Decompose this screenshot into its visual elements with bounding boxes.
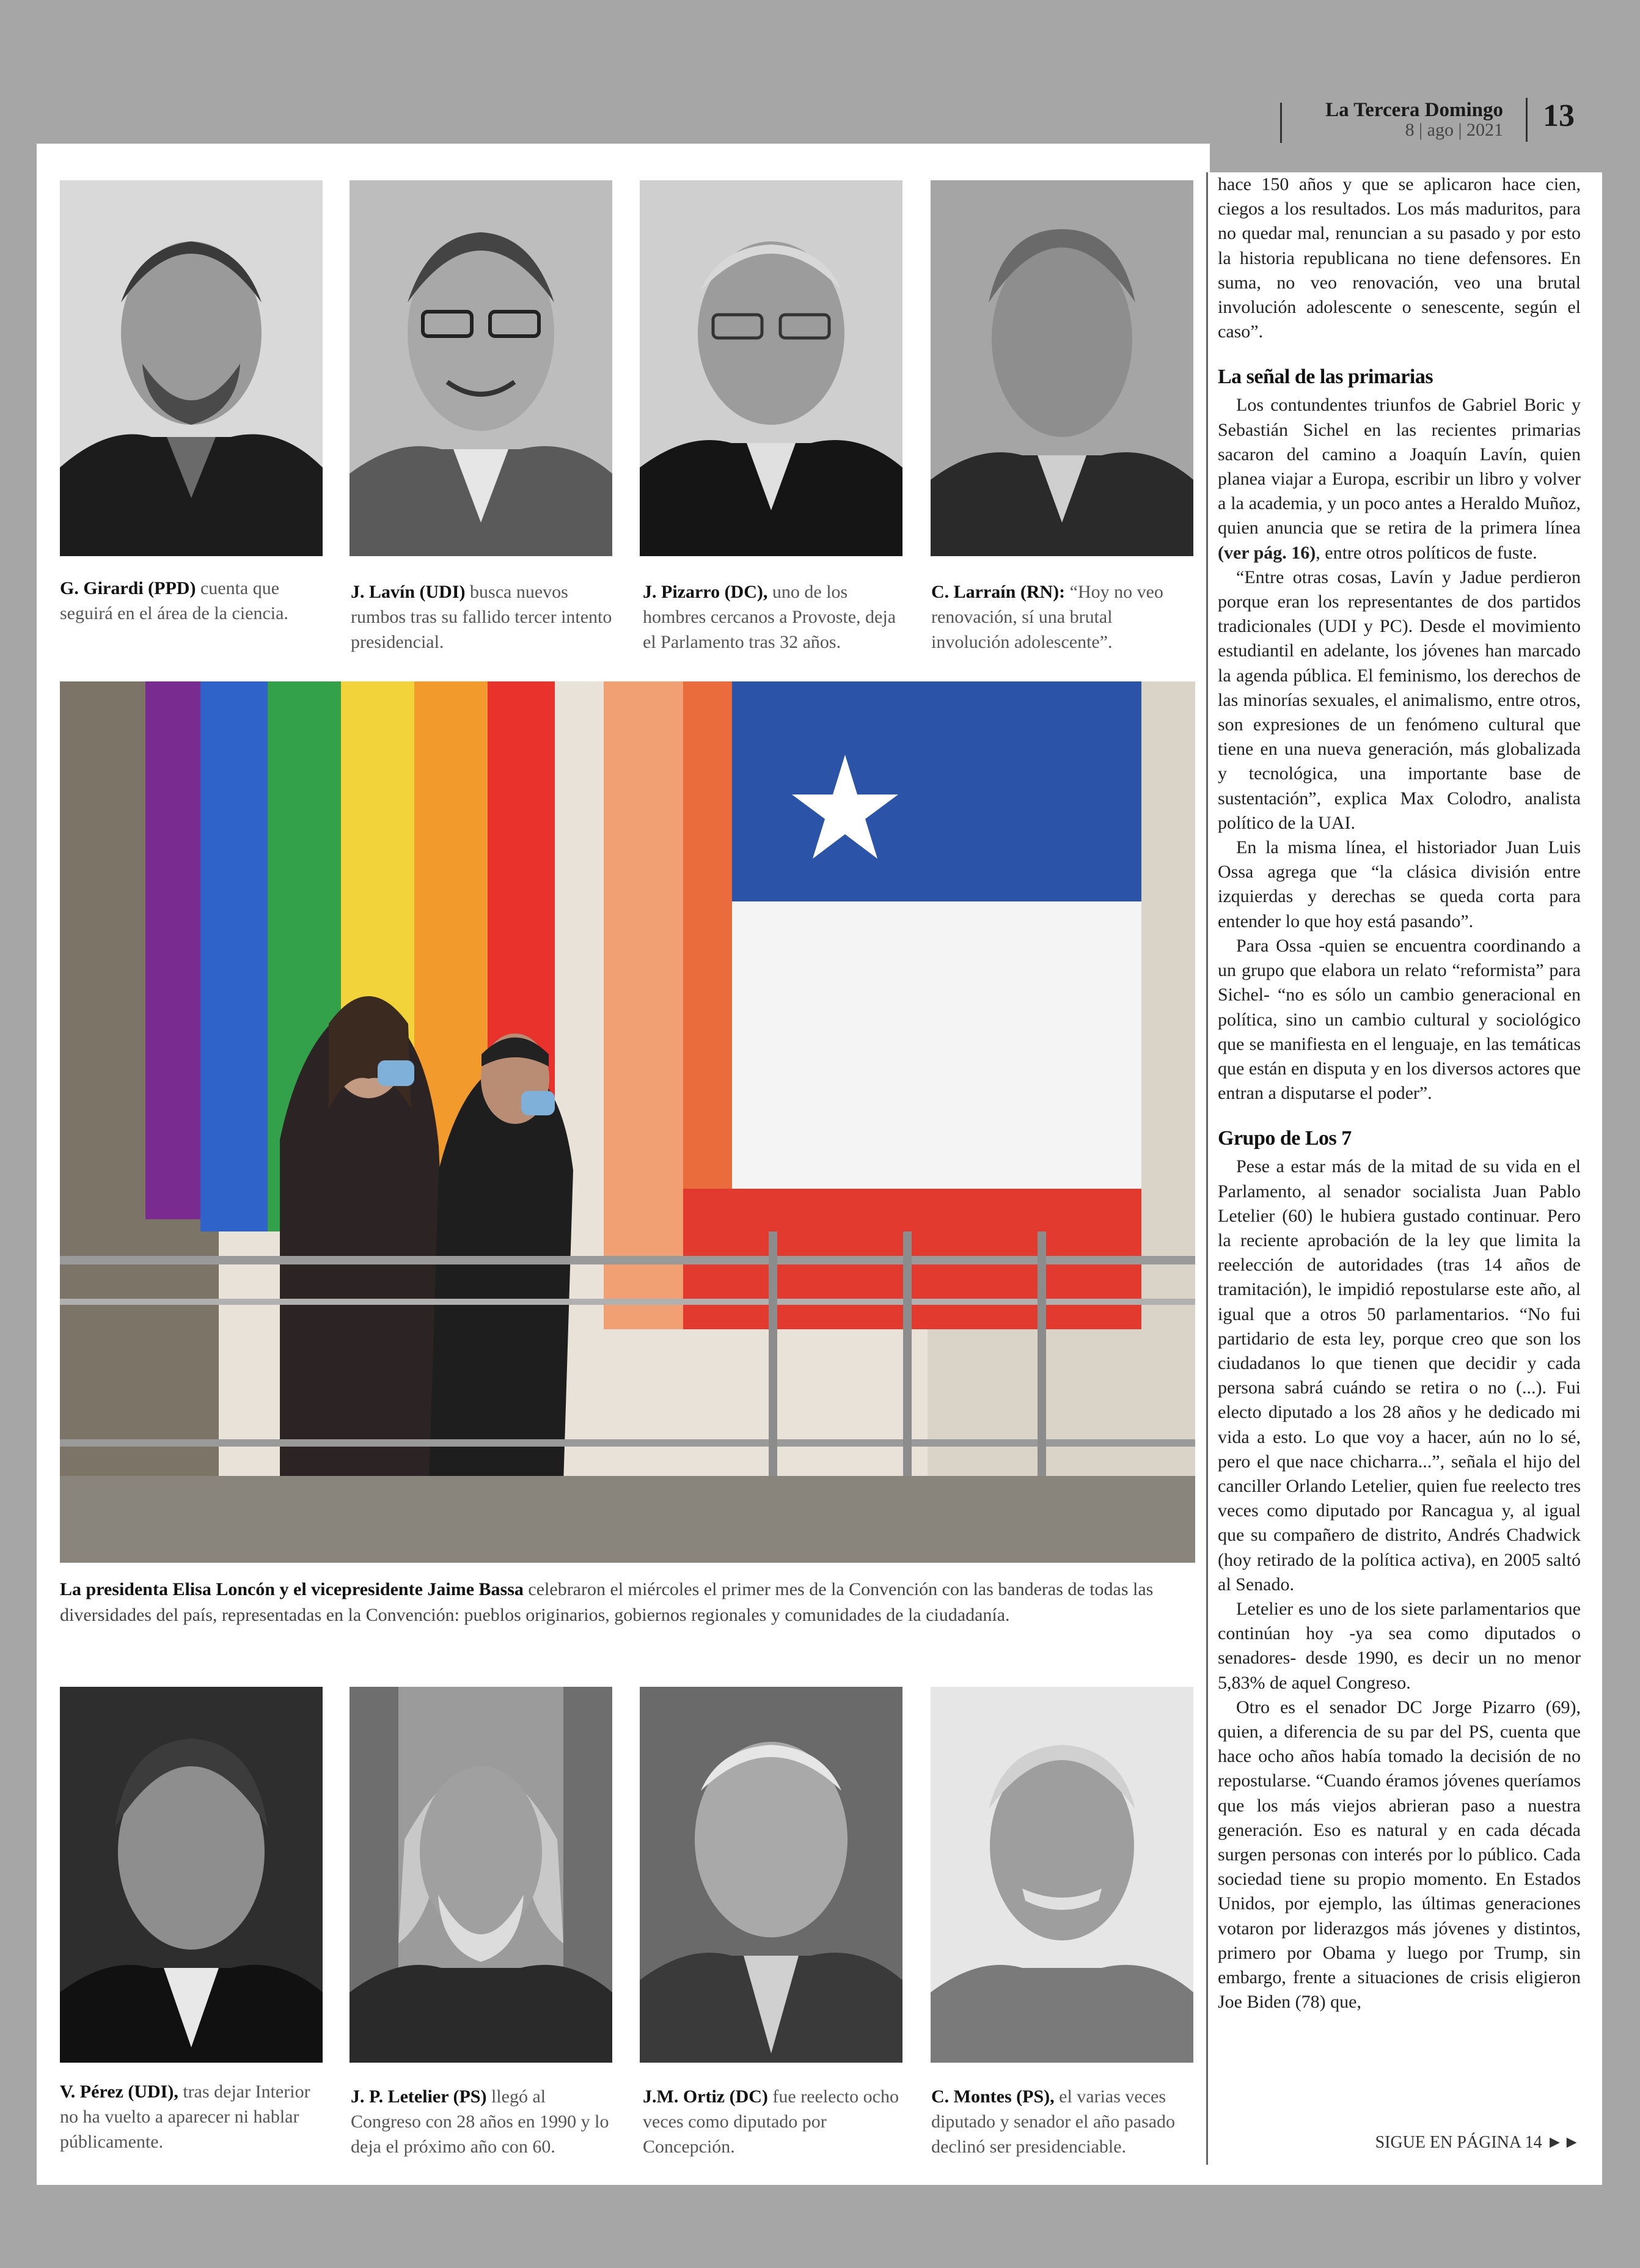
- portrait-larrain: [931, 180, 1193, 556]
- caption-montes: C. Montes (PS), el varias veces diputado y senador el año pasado declinó ser presidenciable.: [931, 2086, 1176, 2157]
- article-paragraph: En la misma línea, el historiador Juan Luis Ossa agrega que “la clásica división entre izquierdas y derechas se queda corta para entender lo que hoy está pasando”.: [1218, 837, 1581, 931]
- portrait-girardi: [60, 180, 323, 556]
- portrait-perez: [60, 1687, 323, 2063]
- article-paragraph: “Entre otras cosas, Lavín y Jadue perdieron porque eran los representantes de dos partidos tradicionales (UDI y PC). Desde el movimiento estudiantil en adelante, los jóvenes han marcado la agenda pública. El feminismo, los derechos de las minorías sexuales, el animalismo, entre otros, son expresiones de un fenómeno cultural que tiene en una nueva generación, más globalizada y tecnológica, una importante base de sustentación”, explica Max Colodro, analista político de la UAI.: [1218, 567, 1581, 833]
- continue-on-page-link[interactable]: SIGUE EN PÁGINA 14 ►►: [1375, 2133, 1580, 2152]
- caption-letelier: J. P. Letelier (PS) llegó al Congreso con 28 años en 1990 y lo deja el próximo año con 60.: [351, 2086, 609, 2157]
- article-paragraph: Los contundentes triunfos de Gabriel Boric y Sebastián Sichel en las recientes primarias sacaron del camino a Joaquín Lavín, quien planea viajar a Europa, escribir un libro y volver a la academia, y un poco antes a Heraldo Muñoz, quien anuncia que se retira de la primera línea (ver pág. 16), entre otros políticos de fuste.: [1218, 395, 1581, 563]
- portrait-pizarro: [640, 180, 902, 556]
- caption-perez: V. Pérez (UDI), tras dejar Interior no ha vuelto a aparecer ni hablar públicamente.: [60, 2082, 310, 2152]
- header-divider: [1526, 98, 1528, 142]
- page-reference: (ver pág. 16): [1218, 542, 1316, 563]
- publication-date: 8 | ago | 2021: [1405, 120, 1503, 140]
- article-paragraph: Pese a estar más de la mitad de su vida en el Parlamento, al senador socialista Juan Pablo Letelier (60) le hubiera gustado continuar. Pero la reciente aprobación de la ley que limita la reelección de autoridades (tras 14 años de tramitación), le impidió repostularse este año, al igual que a otros 50 parlamentarios. “No fui partidario de esta ley, porque creo que son los ciudadanos lo que tienen que decidir y cada persona sabrá cuándo se retira o no (...). Fui electo diputado a los 28 años y he dedicado mi vida a esto. Lo que voy a hacer, aún no lo sé, pero el que nace chicharra...”, señala el hijo del canciller Orlando Letelier, quien fue reelecto tres veces como diputado por Rancagua y, al igual que su compañero de distrito, Andrés Chadwick (hoy retirado de la política activa), en 2005 saltó al Senado.: [1218, 1156, 1581, 1595]
- page-number: 13: [1543, 98, 1575, 133]
- article-paragraph: Otro es el senador DC Jorge Pizarro (69), quien, a diferencia de su par del PS, cuenta que hace ocho años había tomado la decisión de no repostularse. “Cuando éramos jóvenes queríamos que los más viejos abrieran paso a nuestra generación. Eso es natural y en cada década surgen personas con interés por lo público. Cada sociedad tiene su propio momento. En Estados Unidos, por ejemplo, las últimas generaciones votaron por liderazgos más jóvenes y distintos, primero por Obama y luego por Trump, sin embargo, frente a situaciones de crisis eligieron Joe Biden (78) que,: [1218, 1697, 1581, 2013]
- article-paragraph: Letelier es uno de los siete parlamentarios que continúan hoy -ya sea como diputados o senadores- desde 1990, es decir un no menor 5,83% de aquel Congreso.: [1218, 1598, 1581, 1693]
- caption-lavin: J. Lavín (UDI) busca nuevos rumbos tras su fallido tercer intento presidencial.: [351, 582, 612, 652]
- portrait-letelier: [350, 1687, 612, 2063]
- page-header: [1280, 98, 1622, 147]
- portrait-montes: [931, 1687, 1193, 2063]
- caption-ortiz: J.M. Ortiz (DC) fue reelecto ocho veces como diputado por Concepción.: [643, 2086, 899, 2157]
- article-body: [1218, 172, 1581, 2014]
- section-heading-primarias: La señal de las primarias: [1218, 365, 1433, 389]
- main-photo-flags: [60, 681, 1195, 1563]
- caption-girardi: G. Girardi (PPD) cuenta que seguirá en el área de la ciencia.: [60, 578, 288, 623]
- caption-pizarro: J. Pizarro (DC), uno de los hombres cercanos a Provoste, deja el Parlamento tras 32 años.: [643, 582, 896, 652]
- column-divider: [1206, 172, 1208, 2165]
- article-intro: hace 150 años y que se aplicaron hace cien, ciegos a los resultados. Los más maduritos, para no quedar mal, renuncian a su pasado y por esto la historia republicana no tiene defensores. En suma, no veo renovación, veo una brutal involución adolescente o senescente, según el caso”.: [1218, 174, 1581, 342]
- section-heading-grupo-7: Grupo de Los 7: [1218, 1127, 1352, 1150]
- main-photo-caption: La presidenta Elisa Loncón y el vicepresidente Jaime Bassa celebraron el miércoles el primer mes de la Convención con las banderas de todas las diversidades del país, representadas en la Convención: pueblos originarios, gobiernos regionales y comunidades de la ciudadanía.: [60, 1579, 1154, 1625]
- publication-name: La Tercera Domingo: [1325, 99, 1503, 121]
- portrait-ortiz: [640, 1687, 902, 2063]
- article-paragraph: Para Ossa -quien se encuentra coordinando a un grupo que elabora un relato “reformista” para Sichel- “no es sólo un cambio generacional en política, sino un cambio cultural y sociológico que se manifiesta en el lenguaje, en las temáticas que están en disputa y en los diversos actores que entran a disputarse el poder”.: [1218, 935, 1581, 1104]
- caption-larrain: C. Larraín (RN): “Hoy no veo renovación, sí una brutal involución adolescente”.: [931, 582, 1163, 652]
- portrait-lavin: [350, 180, 612, 556]
